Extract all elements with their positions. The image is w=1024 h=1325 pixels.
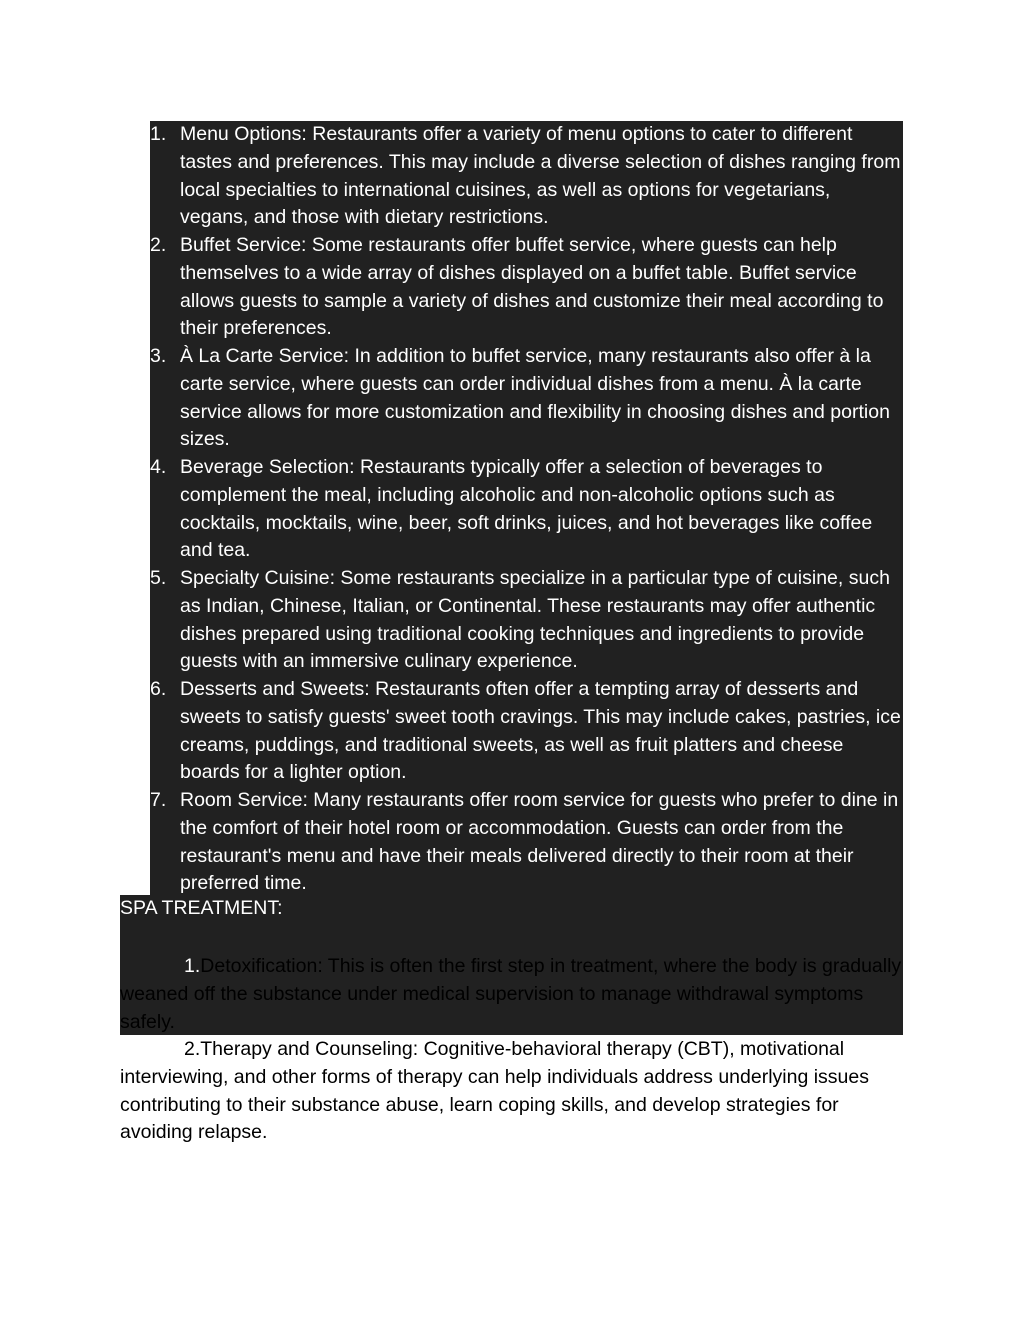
list-item-text: Room Service: Many restaurants offer room service for guests who prefer to dine in the comfort of their hotel room or accommodation. Guests can order from the restaurant's menu and have their meals delivered directly to their room at their preferred time.	[180, 789, 899, 895]
spa-item-detoxification	[120, 953, 903, 1036]
list-item-text: Specialty Cuisine: Some restaurants specialize in a particular type of cuisine, such as Indian, Chinese, Italian, or Continental. These restaurants may offer authentic dishes prepared using traditional cooking techniques and ingredients to provide guests with an immersive culinary experience.	[180, 567, 890, 673]
list-item-text: Menu Options: Restaurants offer a variety of menu options to cater to different tastes and preferences. This may include a diverse selection of dishes ranging from local specialties to international cuisines, as well as options for vegetarians, vegans, and those with dietary restrictions.	[180, 123, 901, 229]
spa-treatment-heading: SPA TREATMENT:	[120, 897, 283, 919]
list-item-number: 4.	[150, 456, 167, 478]
spa-item-number: 1.	[184, 955, 201, 977]
list-item-number: 2.	[150, 234, 167, 256]
spa-item-text: Detoxification: This is often the first step in treatment, where the body is gradually weaned off the substance under medical supervision to manage withdrawal symptoms safely.	[120, 955, 902, 1033]
list-item-number: 5.	[150, 567, 167, 589]
list-item-number: 6.	[150, 678, 167, 700]
list-item-text: À La Carte Service: In addition to buffet service, many restaurants also offer à la carte service, where guests can order individual dishes from a menu. À la carte service allows for more customization and flexibility in choosing dishes and portion sizes.	[180, 345, 890, 451]
spa-item-therapy-and-counseling: 2.Therapy and Counseling: Cognitive-behavioral therapy (CBT), motivational interviewing, and other forms of therapy can help individuals address underlying issues contributing to their substance abuse, learn coping skills, and develop strategies for avoiding relapse.	[120, 1038, 869, 1144]
list-item-number: 7.	[150, 789, 167, 811]
list-item-number: 1.	[150, 123, 167, 145]
list-item-number: 3.	[150, 345, 167, 367]
list-item-text: Buffet Service: Some restaurants offer buffet service, where guests can help themselves to a wide array of dishes displayed on a buffet table. Buffet service allows guests to sample a variety of dishes and customize their meal according to their preferences.	[180, 234, 884, 340]
list-item-text: Desserts and Sweets: Restaurants often offer a tempting array of desserts and sweets to satisfy guests' sweet tooth cravings. This may include cakes, pastries, ice creams, puddings, and traditional sweets, as well as fruit platters and cheese boards for a lighter option.	[180, 678, 901, 784]
list-item-text: Beverage Selection: Restaurants typically offer a selection of beverages to complement the meal, including alcoholic and non-alcoholic options such as cocktails, mocktails, wine, beer, soft drinks, juices, and hot beverages like coffee and tea.	[180, 456, 873, 562]
